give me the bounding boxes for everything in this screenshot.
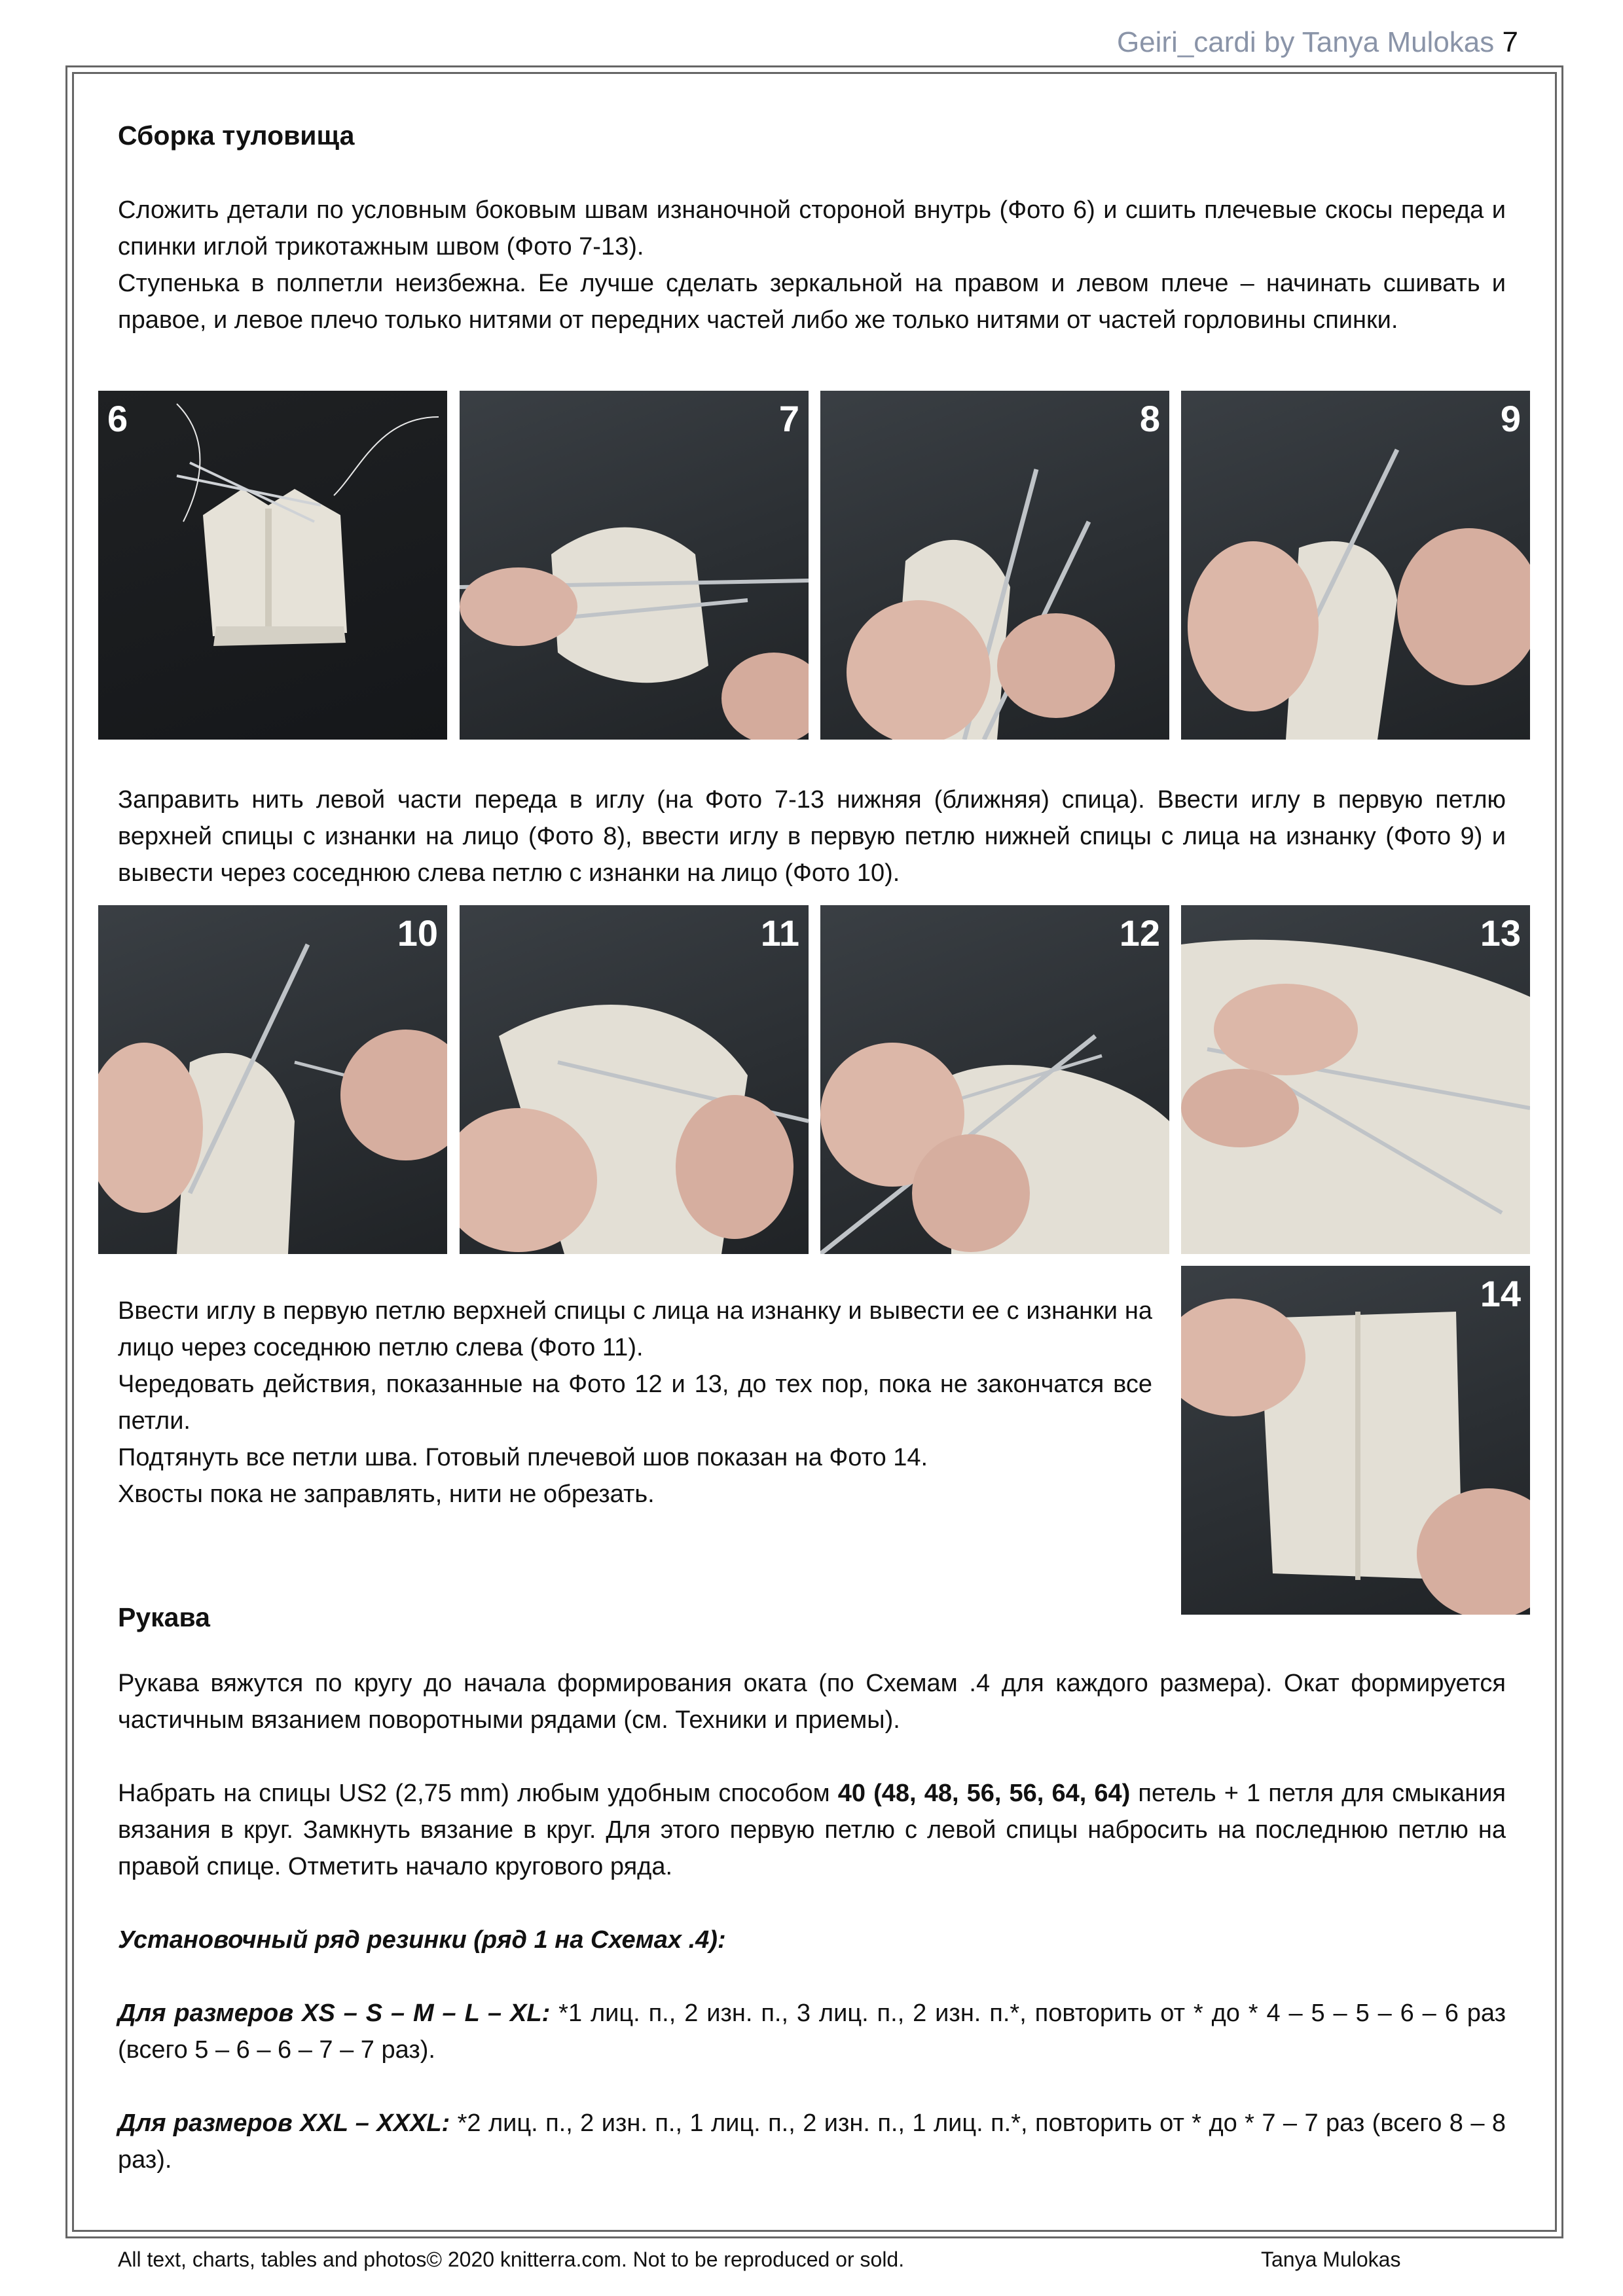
photo-number: 6 <box>107 398 128 439</box>
photo-number: 10 <box>397 912 438 954</box>
rib-setup-row-heading <box>118 1922 1506 1958</box>
seam-step-2: Чередовать действия, показанные на Фото 12 и 13, до тех пор, пока не закончатся все петли. <box>118 1371 1152 1435</box>
photo-number: 11 <box>760 912 799 954</box>
cast-on-text-pre: Набрать на спицы US2 (2,75 mm) любым удобным способом <box>118 1780 838 1807</box>
sizes-xxl-xxxl-instructions <box>118 2105 1506 2178</box>
photo-number: 13 <box>1480 912 1521 954</box>
hands-knitting-photo-icon <box>820 391 1169 740</box>
cast-on-text-post: петель + 1 петля для смыкания вязания в круг. Замкнуть вязание в круг. Для этого первую петлю с левой спицы набросить на последнюю петлю на правой спице. Отметить начало кругового ряда. <box>118 1780 1506 1880</box>
seam-step-4: Хвосты пока не заправлять, нити не обрезать. <box>118 1480 655 1508</box>
footer-author: Tanya Mulokas <box>1261 2248 1401 2271</box>
section-heading-body-assembly: Сборка туловища <box>118 120 355 151</box>
footer-copyright: All text, charts, tables and photos© 2020 knitterra.com. Not to be reproduced or sold. <box>118 2248 905 2271</box>
hands-knitting-photo-icon <box>98 905 447 1254</box>
seam-step-1: Ввести иглу в первую петлю верхней спицы с лица на изнанку и вывести ее с изнанки на лицо через соседнюю петлю слева (Фото 11). <box>118 1297 1152 1361</box>
photo-7 <box>460 391 809 740</box>
photo-12 <box>820 905 1169 1254</box>
photo-14 <box>1181 1266 1530 1615</box>
photo-number: 9 <box>1500 398 1521 439</box>
sizes-xxl-xxxl-text: *2 лиц. п., 2 изн. п., 1 лиц. п., 2 изн. п., 1 лиц. п.*, повторить от * до * 7 – 7 раз (всего 8 – 8 раз). <box>118 2109 1506 2174</box>
photo-8 <box>820 391 1169 740</box>
knitted-vest-photo-icon <box>98 391 447 740</box>
photo-10 <box>98 905 447 1254</box>
photo-number: 8 <box>1139 398 1160 439</box>
paragraph-needle-instructions: Заправить нить левой части переда в иглу (на Фото 7-13 нижняя (ближняя) спица). Ввести иглу в первую петлю верхней спицы с изнанки на лицо (Фото 8), ввести иглу в первую петлю нижней спицы с лица на изнанку (Фото 9) и вывести через соседнюю слева петлю с изнанки на лицо (Фото 10). <box>118 786 1506 887</box>
header-title: Geiri_cardi by Tanya Mulokas <box>1116 26 1495 58</box>
photo-number: 14 <box>1480 1273 1521 1314</box>
paragraph-cast-on <box>118 1775 1506 1885</box>
photo-number: 7 <box>778 398 799 439</box>
seam-step-3: Подтянуть все петли шва. Готовый плечевой шов показан на Фото 14. <box>118 1444 928 1471</box>
hands-knitting-photo-icon <box>820 905 1169 1254</box>
photo-6 <box>98 391 447 740</box>
photo-13 <box>1181 905 1530 1254</box>
paragraph-seam-steps <box>118 1293 1152 1513</box>
sizes-xs-xl-text: *1 лиц. п., 2 изн. п., 3 лиц. п., 2 изн. п.*, повторить от * до * 4 – 5 – 5 – 6 – 6 раз (всего 5 – 6 – 6 – 7 – 7 раз). <box>118 2000 1506 2064</box>
paragraph-half-stitch-step: Ступенька в полпетли неизбежна. Ее лучше сделать зеркальной на правом и левом плече – начинать сшивать и правое, и левое плечо только нитями от передних частей либо же только нитями от частей горловины спинки. <box>118 270 1506 334</box>
hands-knitting-photo-icon <box>1181 391 1530 740</box>
photo-number: 12 <box>1119 912 1160 954</box>
paragraph-sleeves-intro: Рукава вяжутся по кругу до начала формирования оката (по Схемам .4 для каждого размера). Окат формируется частичным вязанием поворотными рядами (см. Техники и приемы). <box>118 1670 1506 1734</box>
sizes-xs-xl-label: Для размеров XS – S – M – L – XL: <box>118 2000 551 2027</box>
section-heading-sleeves: Рукава <box>118 1602 210 1632</box>
hands-knitting-photo-icon <box>1181 905 1530 1254</box>
hands-knitting-photo-icon <box>460 391 809 740</box>
photo-11 <box>460 905 809 1254</box>
photo-9 <box>1181 391 1530 740</box>
sizes-xxl-xxxl-label: Для размеров XXL – XXXL: <box>118 2109 450 2137</box>
hands-knitting-photo-icon <box>1181 1266 1530 1615</box>
paragraph-assembly-intro: Сложить детали по условным боковым швам изнаночной стороной внутрь (Фото 6) и сшить плечевые скосы переда и спинки иглой трикотажным швом (Фото 7-13). <box>118 196 1506 260</box>
sizes-xs-xl-instructions <box>118 1995 1506 2068</box>
hands-knitting-photo-icon <box>460 905 809 1254</box>
rib-setup-row-title: Установочный ряд резинки (ряд 1 на Схемах .4): <box>118 1926 726 1954</box>
page-header <box>1117 26 1518 59</box>
page-number: 7 <box>1502 26 1518 58</box>
cast-on-stitch-counts: 40 (48, 48, 56, 56, 64, 64) <box>837 1780 1131 1807</box>
